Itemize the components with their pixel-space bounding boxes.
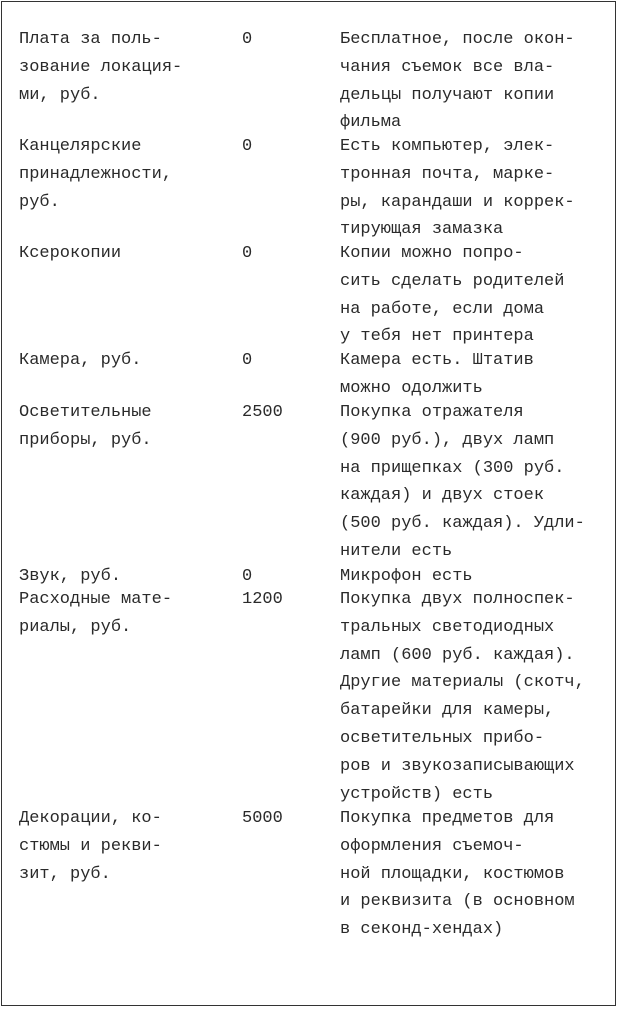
amount-value: 1200	[242, 590, 283, 609]
amount-value: 0	[242, 351, 253, 370]
item-note: Камера есть. Штатив можно одолжить	[340, 351, 534, 398]
item-name: Расходные мате- риалы, руб.	[19, 590, 173, 637]
item-note: Покупка двух полноспек- тральных светодиодных ламп (600 руб. каждая). Другие материалы (скотч, батарейки для камеры, осветительных прибо- ров и звукозаписывающих устройств) есть	[340, 590, 585, 804]
item-name: Канцелярские принадлежности, руб.	[19, 137, 173, 212]
item-name: Ксерокопии	[19, 244, 122, 263]
item-name: Декорации, ко- стюмы и рекви- зит, руб.	[19, 809, 162, 884]
item-note: Покупка предметов для оформления съемоч- ной площадки, костюмов и реквизита (в основном в секонд-хендах)	[340, 809, 575, 940]
amount-value: 0	[242, 244, 253, 263]
item-name: Звук, руб.	[19, 567, 122, 586]
item-name: Камера, руб.	[19, 351, 142, 370]
item-note: Бесплатное, после окон- чания съемок все вла- дельцы получают копии фильма	[340, 30, 575, 133]
amount-value: 5000	[242, 809, 283, 828]
item-note: Есть компьютер, элек- тронная почта, марке- ры, карандаши и коррек- тирующая замазка	[340, 137, 575, 240]
amount-value: 2500	[242, 403, 283, 422]
amount-value: 0	[242, 567, 253, 586]
amount-value: 0	[242, 137, 253, 156]
item-name: Плата за поль- зование локация- ми, руб.	[19, 30, 183, 105]
item-name: Осветительные приборы, руб.	[19, 403, 152, 450]
item-note: Микрофон есть	[340, 567, 473, 586]
item-note: Копии можно попро- сить сделать родителей на работе, если дома у тебя нет принтера	[340, 244, 565, 347]
item-note: Покупка отражателя (900 руб.), двух ламп на прищепках (300 руб. каждая) и двух стоек (500 руб. каждая). Удли- нители есть	[340, 403, 585, 561]
amount-value: 0	[242, 30, 253, 49]
